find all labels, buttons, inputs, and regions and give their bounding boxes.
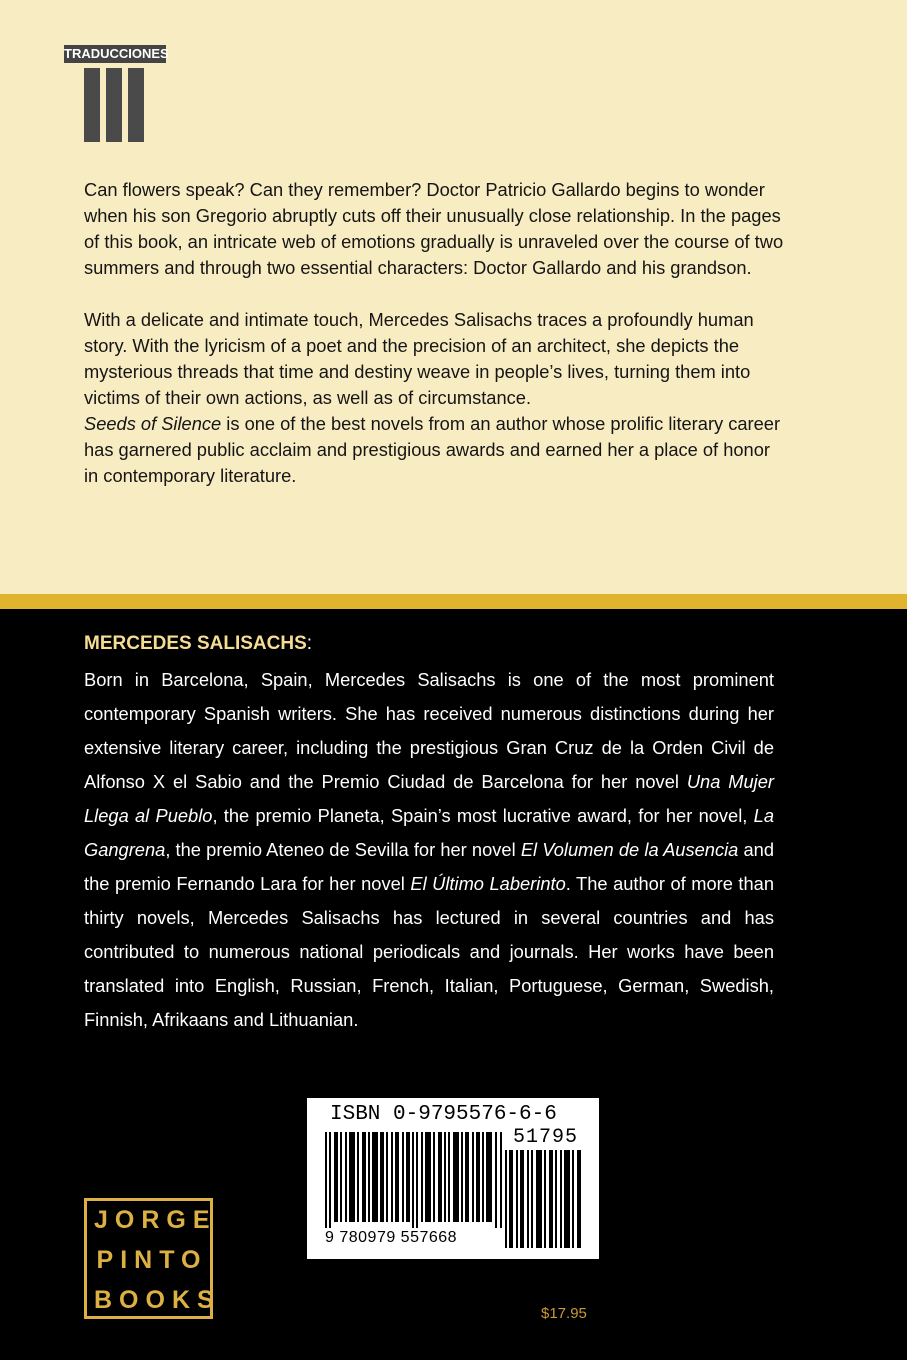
publisher-logo [84,1198,221,1319]
author-bio-text [84,663,774,1037]
isbn-barcode [307,1098,599,1259]
blurb-paragraph-2-text: With a delicate and intimate touch, Mercedes Salisachs traces a profoundly human story. With the lyricism of a poet and the precision of an architect, she depicts the mysterious threads that time and destiny weave in people’s lives, turning them into victims of their own actions, as well as of circumstance. [84,309,754,408]
blurb-paragraph-2-end: is one of the best novels from an author whose prolific literary career has garnered public acclaim and prestigious awards and earned her a place of honor in contemporary literature. [84,413,781,486]
author-name: MERCEDES SALISACHS [84,633,307,654]
bio-text-segment: , the premio Ateneo de Sevilla for her novel [165,839,521,860]
series-bar [128,68,144,142]
novel-title: El Volumen de la Ausencia [520,839,739,860]
back-cover-blurb [84,177,784,489]
bio-text-segment: , the premio Planeta, Spain’s most lucrative award, for her novel, [212,805,754,826]
publisher-logo-line: PINTO [96,1246,208,1274]
author-heading-colon: : [306,633,313,654]
author-heading [84,631,774,657]
price: $17.95 [541,1305,587,1322]
ean-bars [325,1132,503,1228]
isbn-number: ISBN 0-9795576-6-6 [330,1103,557,1126]
author-bio [84,631,774,1037]
series-label: TRADUCCIONES [64,46,169,61]
blurb-paragraph-1: Can flowers speak? Can they remember? Doctor Patricio Gallardo begins to wonder when his son Gregorio abruptly cuts off their unusually close relationship. In the pages of this book, an intricate web of emotions gradually is unraveled over the course of two summers and through two essential characters: Doctor Gallardo and his grandson. [84,179,784,278]
novel-title: El Último Laberinto [410,873,566,894]
blurb-paragraph-2 [84,307,784,489]
series-bar [106,68,122,142]
novel-title: Una Mujer Llega al Pueblo [84,771,775,826]
book-title: Seeds of Silence [84,413,222,434]
novel-title: La Gangrena [84,805,774,860]
publisher-logo-line: JORGE [94,1206,217,1234]
series-bar [84,68,100,142]
addon-bars [505,1150,583,1248]
publisher-logo-line: BOOKS [94,1286,221,1314]
bio-text-segment: . The author of more than thirty novels, Mercedes Salisachs has lectured in several countries and has contributed to numerous national periodicals and journals. Her works have been translated into English, Russian, French, Italian, Portuguese, German, Swedish, Finnish, Afrikaans and Lithuanian. [84,873,775,1030]
price-code: 51795 [513,1126,579,1149]
gold-divider [0,594,907,609]
bio-text-segment: Born in Barcelona, Spain, Mercedes Salisachs is one of the most prominent contemporary Spanish writers. She has received numerous distinctions during her extensive literary career, including the prestigious Gran Cruz de la Orden Civil de Alfonso X el Sabio and the Premio Ciudad de Barcelona for her novel [84,669,774,792]
ean-digits: 9 780979 557668 [325,1229,458,1246]
bio-text-segment: and the premio Fernando Lara for her novel [84,839,774,894]
